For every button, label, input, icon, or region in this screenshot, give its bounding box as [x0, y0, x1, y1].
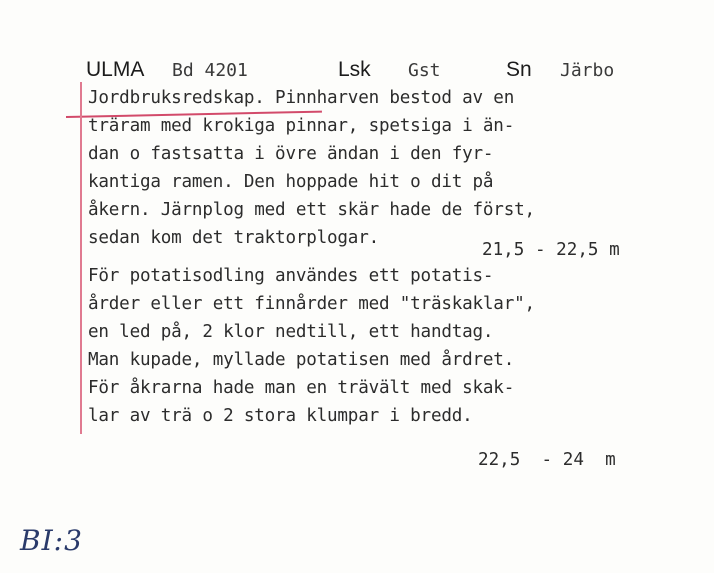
lsk-value: Gst	[408, 60, 441, 81]
measurement-range-2: 22,5 - 24 m	[478, 450, 616, 470]
text-line: kantiga ramen. Den hoppade hit o dit på	[88, 172, 494, 192]
text-line: årder eller ett finnårder med "träskaklar",	[88, 294, 535, 314]
text-line: Man kupade, myllade potatisen med årdret.	[88, 350, 515, 370]
text-line: sedan kom det traktorplogar.	[88, 228, 379, 248]
handwritten-signature: BI:3	[20, 524, 83, 557]
text-line: lar av trä o 2 stora klumpar i bredd.	[88, 406, 473, 426]
volume-number: Bd 4201	[172, 60, 248, 81]
measurement-range-1: 21,5 - 22,5 m	[482, 240, 620, 260]
sn-value: Järbo	[560, 60, 615, 81]
text-line: en led på, 2 klor nedtill, ett handtag.	[88, 322, 494, 342]
text-line: åkern. Järnplog med ett skär hade de först,	[88, 200, 535, 220]
text-line: träram med krokiga pinnar, spetsiga i än-	[88, 116, 515, 136]
card-header	[86, 58, 646, 86]
text-line: Jordbruksredskap. Pinnharven bestod av en	[88, 88, 515, 108]
sn-label: Sn	[506, 58, 532, 81]
archive-name: ULMA	[86, 58, 145, 81]
text-line: För potatisodling användes ett potatis-	[88, 266, 494, 286]
lsk-label: Lsk	[338, 58, 371, 81]
text-line: dan o fastsatta i övre ändan i den fyr-	[88, 144, 494, 164]
margin-line	[80, 82, 82, 434]
text-line: För åkrarna hade man en trävält med skak-	[88, 378, 515, 398]
